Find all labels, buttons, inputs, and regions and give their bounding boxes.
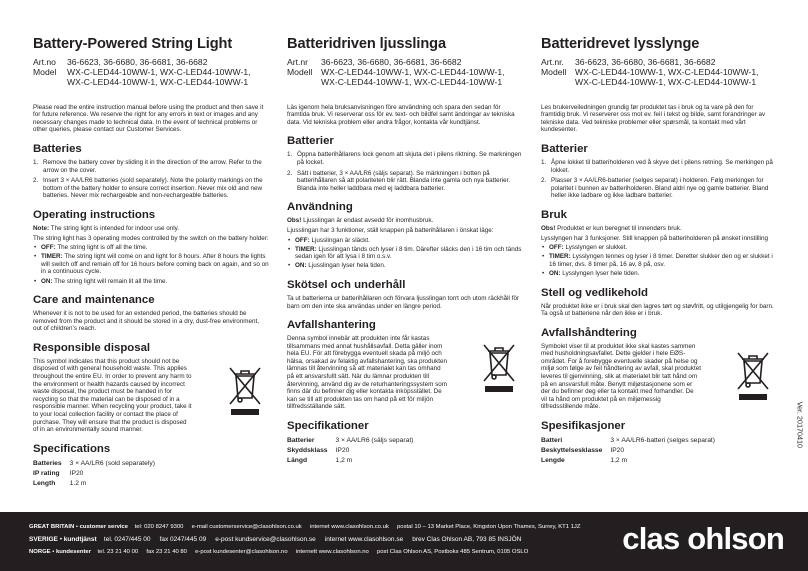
care-text: Ta ut batterierna ur batterihållaren och förvara ljusslingan torrt och utom räckhåll för barn om den inte ska användas under en längre period. xyxy=(287,294,520,310)
note-text: Note: The string light is intended for indoor use only. xyxy=(33,224,180,232)
spec-heading: Specifikationer xyxy=(287,420,369,433)
crossed-out-wheelie-bin-icon xyxy=(221,366,269,415)
use-heading: Användning xyxy=(287,201,353,214)
model-value-2: WX-C-LED44-10WW-1, WX-C-LED44-10WW-1 xyxy=(575,77,757,88)
disposal-block xyxy=(33,358,269,434)
batteries-steps xyxy=(541,159,777,200)
batteries-steps xyxy=(287,151,523,192)
english-column xyxy=(33,36,269,489)
artno-value: 36-6623, 36-6680, 36-6681, 36-6682 xyxy=(575,57,716,67)
spec-heading: Specifications xyxy=(33,442,111,455)
artno-value: 36-6623, 36-6680, 36-6681, 36-6682 xyxy=(67,57,208,67)
batteries-heading: Batterier xyxy=(541,142,588,155)
footer-row-gb: GREAT BRITAIN • customer service tel: 020 8247 9300 e-mail customerservice@clasohlson.co.uk internet www.clasohlson.co.uk postal 10 – 13 Market Place, Kingston Upon Thames, Surrey, KT1 1JZ xyxy=(29,524,581,530)
modes-text: Lysslyngen har 3 funksjoner. Still knappen på batteriholderen på ønsket innstilling xyxy=(541,234,768,242)
care-heading: Care and maintenance xyxy=(33,294,155,307)
spec-table xyxy=(541,436,715,466)
table-row: Längd 1,2 m xyxy=(287,457,353,465)
modes-list xyxy=(287,237,523,270)
table-row: Batteri 3 × AA/LR6-batteri (selges separat) xyxy=(541,437,715,445)
table-row: Beskyttelsesklasse IP20 xyxy=(541,447,625,455)
product-meta xyxy=(33,57,269,88)
norwegian-column xyxy=(541,36,777,466)
footer-row-se: SVERIGE • kundtjänst tel. 0247/445 00 fax 0247/445 09 e-post kundservice@clasohlson.se internet www.clasohlson.se brev Clas Ohlson AB, 793 85 INSJÖN xyxy=(29,536,522,543)
model-value-1: WX-C-LED44-10WW-1, WX-C-LED44-10WW-1, xyxy=(321,67,505,78)
intro-text: Please read the entire instruction manual before using the product and then save it for future reference. We reserve the right for any errors in text or images and any necessary changes made to technical data. In the event of technical problems or other queries, please contact our Customer Services. xyxy=(33,103,264,134)
table-row: Batteries 3 × AA/LR6 (sold separately) xyxy=(33,459,155,467)
intro-text: Läs igenom hela bruksanvisningen före användning och spara den sedan för framtida bruk. Vi reserverar oss för ev. text- och bildfel samt ändringar av tekniska data. Vid tekniska problem eller andra frågor, kontakta vår kundtjänst. xyxy=(287,103,515,126)
contact-footer xyxy=(0,512,808,571)
mode-item: • TIMER: Lysslyngen tennes og lyser i 8 timer. Deretter slukker den og er slukket i 16 timer, dvs. 8 timer på, 16 av, 8 på, osv. xyxy=(542,253,773,268)
batteries-heading: Batterier xyxy=(287,135,334,148)
page-title: Battery-Powered String Light xyxy=(33,36,233,52)
modes-text: Ljusslingan har 3 funktioner, ställ knappen på batterihållaren i önskat läge: xyxy=(287,226,494,234)
model-value-1: WX-C-LED44-10WW-1, WX-C-LED44-10WW-1, xyxy=(575,67,759,78)
product-meta xyxy=(287,57,523,88)
care-text: Når produktet ikke er i bruk skal den lagres tørt og støvfritt, og utilgjengelig for barn. Ta også ut batteriene når den ikke er i bruk. xyxy=(541,302,774,318)
mode-item: • OFF: Ljusslingan är släckt. xyxy=(288,236,370,244)
mode-item: • TIMER: The string light will come on and light for 8 hours. After 8 hours the lights will switch off and remain off for 16 hours before coming back on again, and so on in a continuous cycle. xyxy=(34,253,269,276)
disposal-block xyxy=(541,343,777,411)
modes-text: The string light has 3 operating modes controlled by the switch on the battery holder: xyxy=(33,234,269,242)
table-row: Lengde 1,2 m xyxy=(541,457,628,465)
note-text: Obs! Ljusslingan är endast avsedd för inomhusbruk. xyxy=(287,217,434,225)
disposal-heading: Responsible disposal xyxy=(33,341,151,354)
batteries-heading: Batteries xyxy=(33,142,82,155)
intro-text: Les brukerveiledningen grundig før produktet tas i bruk og ta vare på den for framtidig bruk. Vi reserverer oss mot ev. feil i tekst og bilde, samt forandringer av tekniske data. Ved tekniske problemer eller spørsmål, ta kontakt med vårt kundesenter. xyxy=(541,103,766,134)
spec-table xyxy=(33,459,155,489)
mode-item: • ON: The string light will remain lit all the time. xyxy=(34,277,168,285)
note-text: Obs! Produktet er kun beregnet til innendørs bruk. xyxy=(541,224,682,232)
disposal-text: Denna symbol innebär att produkten inte får kastas tillsammans med annat hushållsavfall. Detta gäller inom hela EU. För att förebygga eventuell skada på miljö och hälsa, orsakad av felaktig avfallshantering, ska produkten lämnas till återvinning så att materialet kan tas omhand på ett ansvarsfullt sätt. När du lämnar produkten till återvinning, använd dig av de returhanteringssystem som finns där du befinner dig eller kontakta inköpsstället. De kan se till att produkten tas om hand på ett för miljön tillfredsställande sätt. xyxy=(287,335,447,411)
care-heading: Skötsel och underhåll xyxy=(287,278,406,291)
step-item: 1. Åpne lokket til batteriholderen ved å skyve det i pilens retning. Se merkingen på lokket. xyxy=(541,158,773,174)
modes-list xyxy=(33,244,269,285)
crossed-out-wheelie-bin-icon xyxy=(729,351,777,400)
care-text: Whenever it is not to be used for an extended period, the batteries should be removed from the product and it should be stored in a dry, dust-free environment, out of children’s reach. xyxy=(33,310,259,333)
artno-value: 36-6623, 36-6680, 36-6681, 36-6682 xyxy=(321,57,462,67)
model-label: Modell xyxy=(287,67,313,78)
use-heading: Bruk xyxy=(541,208,567,221)
product-meta xyxy=(541,57,777,88)
step-item: 2. Sätt i batterier, 3 × AA/LR6 (säljs separat). Se märkningen i botten på batterihållaren så att polariteten blir rätt. Blanda inte gamla och nya batterier. Blanda inte heller laddbara med ej laddbara batterier. xyxy=(287,169,511,192)
step-item: 2. Insert 3 × AA/LR6 batteries (sold separately). Note the polarity markings on the bottom of the battery holder to ensure correct insertion. Never mix old and new batteries. Never mix rechargeable and non-rechargeable batteries. xyxy=(33,177,263,200)
spec-table xyxy=(287,436,413,466)
mode-item: • ON: Ljusslingan lyser hela tiden. xyxy=(288,262,386,270)
operating-heading: Operating instructions xyxy=(33,208,156,221)
disposal-text: This symbol indicates that this product should not be disposed of with general household waste. This applies throughout the entire EU. In order to prevent any harm to the environment or health hazards caused by incorrect waste disposal, the product must be handed in for recycling so that the material can be disposed of in a responsible manner. When recycling your product, take it to your local collection facility or contact the place of purchase. They will ensure that the product is disposed of in an environmentally sound manner. xyxy=(33,357,192,434)
step-item: 1. Remove the battery cover by sliding it in the direction of the arrow. Refer to the arrow on the cover. xyxy=(33,158,262,174)
modes-list xyxy=(541,244,777,277)
care-heading: Stell og vedlikehold xyxy=(541,286,648,299)
batteries-steps xyxy=(33,159,269,200)
disposal-heading: Avfallshantering xyxy=(287,319,376,332)
mode-item: • TIMER: Ljusslingan tänds och lyser i 8 tim. Därefter släcks den i 16 tim och tänds sedan igen för att lysa i 8 tim o.s.v. xyxy=(288,245,522,261)
model-value-2: WX-C-LED44-10WW-1, WX-C-LED44-10WW-1 xyxy=(321,77,503,88)
artno-label: Art.nr xyxy=(287,57,309,67)
artno-label: Art.nr. xyxy=(541,57,564,67)
disposal-text: Symbolet viser til at produktet ikke skal kastes sammen med husholdningsavfallet. Dette gjelder i hele EØS-området. For å forebygge eventuelle skader på helse og miljø som følge av feil håndtering av avfall, skal produktet leveres til gjenvinning, slik at materialet blir tatt hånd om på en ansvarsfull måte. Benytt miljøstasjonene som er der du befinner deg eller ta kontakt med forhandler. De vil ta hånd om produktet på en miljømessig tilfredsstillende måte. xyxy=(541,342,701,411)
swedish-column xyxy=(287,36,523,466)
page-title: Batteridriven ljusslinga xyxy=(287,36,446,52)
clas-ohlson-logo: clas ohlson xyxy=(622,521,784,556)
version-label: Ver. 20170410 xyxy=(795,401,804,448)
mode-item: • OFF: Lysslyngen er slukket. xyxy=(542,244,628,252)
crossed-out-wheelie-bin-icon xyxy=(475,343,523,392)
footer-row-no: NORGE • kundesenter tel. 23 21 40 00 fax 23 21 40 80 e-post kundesenter@clasohlson.no internett www.clasohlson.no post Clas Ohlson AS, Postboks 485 Sentrum, 0105 OSLO xyxy=(29,549,529,555)
model-label: Model xyxy=(33,67,57,78)
mode-item: • ON: Lysslyngen lyser hele tiden. xyxy=(542,269,640,277)
table-row: Length 1.2 m xyxy=(33,479,87,487)
mode-item: • OFF: The string light is off all the time. xyxy=(34,244,148,252)
model-value-2: WX-C-LED44-10WW-1, WX-C-LED44-10WW-1 xyxy=(67,77,249,88)
table-row: Batterier 3 × AA/LR6 (säljs separat) xyxy=(287,437,414,445)
disposal-heading: Avfallshåndtering xyxy=(541,326,637,339)
artno-label: Art.no xyxy=(33,57,56,67)
spec-heading: Spesifikasjoner xyxy=(541,420,626,433)
table-row: IP rating IP20 xyxy=(33,469,84,477)
disposal-block xyxy=(287,335,523,411)
model-label: Modell xyxy=(541,67,567,78)
page-title: Batteridrevet lysslynge xyxy=(541,36,700,52)
step-item: 2. Plasser 3 × AA/LR6-batterier (selges separat) i holderen. Følg merkingen for polaritet i bunnen av batteriholderen. Bland aldri nye og gamle batterier. Bland heller ikke ladbare og ikke ladbare batterier. xyxy=(541,177,769,200)
model-value-1: WX-C-LED44-10WW-1, WX-C-LED44-10WW-1, xyxy=(67,67,251,78)
table-row: Skyddsklass IP20 xyxy=(287,447,350,455)
step-item: 1. Öppna batterihållarens lock genom att skjuta det i pilens riktning. Se markningen på locket. xyxy=(287,151,522,166)
